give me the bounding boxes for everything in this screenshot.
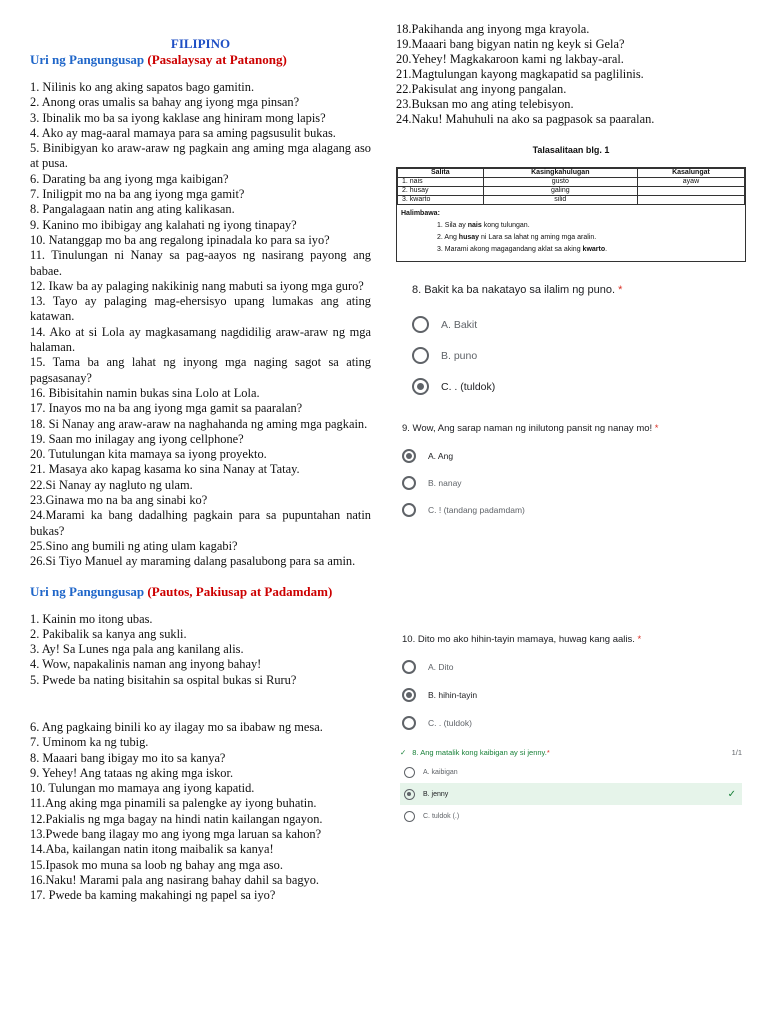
radio-button-selected[interactable] — [402, 449, 416, 463]
option-label: B. jenny — [423, 790, 449, 798]
radio-button — [404, 767, 415, 778]
radio-button-selected — [404, 789, 415, 800]
check-icon: ✓ — [400, 747, 407, 757]
example-text: 2. Ang — [437, 234, 459, 241]
question-9 — [402, 422, 746, 523]
option-c[interactable] — [412, 371, 746, 402]
option-label: C. ! (tandang padamdam) — [428, 504, 525, 515]
list-item: 13.Pwede bang ilagay mo ang iyong mga laruan sa kahon? — [30, 827, 322, 842]
vocabulary-table — [396, 167, 746, 262]
list-item: 4. Wow, napakalinis naman ang inyong bahay! — [30, 657, 262, 672]
option-b[interactable] — [402, 681, 746, 709]
option-b[interactable] — [402, 469, 746, 496]
option-b[interactable] — [412, 340, 746, 371]
example-text: . — [605, 246, 608, 253]
example-keyword: husay — [458, 234, 480, 241]
table-header: Kasalungat — [637, 169, 744, 178]
sentence-list-1 — [30, 80, 371, 570]
graded-question-header — [400, 745, 742, 759]
table-cell: galing — [483, 187, 637, 196]
list-item: 25.Sino ang bumili ng ating ulam kagabi? — [30, 538, 238, 553]
option-label: C. . (tuldok) — [428, 718, 472, 728]
example-line — [401, 220, 741, 232]
section-heading-2-main: Uri ng Pangungusap — [30, 583, 145, 599]
example-keyword: nais — [467, 222, 482, 229]
list-item: 8. Pangalagaan natin ang ating kalikasan. — [30, 202, 235, 217]
option-label: B. nanay — [428, 477, 462, 488]
sentence-list-2a — [30, 612, 371, 688]
list-item: 13. Tayo ay palaging mag-ehersisyo upang lumakas ang ating katawan. — [30, 294, 371, 324]
table-header: Kasingkahulugan — [483, 169, 637, 178]
option-c[interactable] — [402, 709, 746, 737]
list-item: 6. Ang pagkaing binili ko ay ilagay mo sa ibabaw ng mesa. — [30, 719, 323, 734]
table-row — [398, 187, 745, 196]
list-item: 15. Tama ba ang lahat ng inyong mga naging sagot sa ating pagsasanay? — [30, 355, 371, 385]
list-item: 23.Ginawa mo na ba ang sinabi ko? — [30, 493, 208, 508]
question-text — [402, 422, 746, 436]
list-item: 21. Masaya ako kapag kasama ko sina Nanay at Tatay. — [30, 462, 300, 477]
list-item: 8. Maaari bang ibigay mo ito sa kanya? — [30, 750, 226, 765]
list-item: 12. Ikaw ba ay palaging nakikinig nang mabuti sa iyong mga guro? — [30, 278, 364, 293]
list-item: 24.Naku! Mahuhuli na ako sa pagpasok sa paaralan. — [396, 112, 655, 126]
list-item: 26.Si Tiyo Manuel ay maraming dalang pasalubong para sa amin. — [30, 554, 356, 569]
list-item: 23.Buksan mo ang ating telebisyon. — [396, 97, 574, 111]
list-item: 10. Tulungan mo mamaya ang iyong kapatid. — [30, 781, 255, 796]
option-label: A. Bakit — [441, 318, 478, 331]
section-heading-1 — [30, 52, 371, 68]
list-item: 21.Magtulungan kayong magkapatid sa paglilinis. — [396, 67, 644, 81]
required-marker: * — [652, 423, 659, 434]
radio-button[interactable] — [412, 347, 429, 364]
option-label: B. hihin-tayin — [428, 690, 478, 700]
list-item: 16.Naku! Marami pala ang nasirang bahay dahil sa bagyo. — [30, 872, 320, 887]
question-label: 8. Bakit ka ba nakatayo sa ilalim ng puno. — [412, 284, 616, 296]
list-item: 18. Si Nanay ang araw-araw na naghahanda ng aming mga pagkain. — [30, 416, 368, 431]
question-text — [402, 633, 746, 647]
list-item: 22.Pakisulat ang inyong pangalan. — [396, 82, 567, 96]
option-label: B. puno — [441, 349, 478, 362]
table-cell — [637, 187, 744, 196]
option-label: A. kaibigan — [423, 768, 458, 776]
list-item: 5. Pwede ba nating bisitahin sa ospital bukas si Ruru? — [30, 672, 297, 687]
list-item: 18.Pakihanda ang inyong mga krayola. — [396, 22, 590, 36]
list-item: 17. Pwede ba kaming makahingi ng papel sa iyo? — [30, 888, 276, 903]
list-item: 1. Kainin mo itong ubas. — [30, 611, 153, 626]
list-item: 9. Yehey! Ang tataas ng aking mga iskor. — [30, 765, 234, 780]
radio-button — [404, 811, 415, 822]
examples-label: Halimbawa: — [401, 210, 440, 217]
list-item: 7. Uminom ka ng tubig. — [30, 735, 149, 750]
graded-question-text: 8. Ang matalik kong kaibigan ay si jenny. — [412, 747, 547, 757]
table-row — [398, 196, 745, 205]
list-item: 11. Tinulungan ni Nanay sa pag-aayos ng nasirang payong ang babae. — [30, 248, 371, 278]
question-label: 10. Dito mo ako hihin-tayin mamaya, huwag kang aalis. — [402, 634, 635, 645]
table-cell: 2. husay — [398, 187, 484, 196]
list-item: 20.Yehey! Magkakaroon kami ng lakbay-aral. — [396, 52, 624, 66]
list-item: 22.Si Nanay ay nagluto ng ulam. — [30, 477, 193, 492]
option-label: C. . (tuldok) — [441, 380, 496, 393]
list-item: 10. Natanggap mo ba ang regalong ipinadala ko para sa iyo? — [30, 232, 330, 247]
question-label: 9. Wow, Ang sarap naman ng inilutong pansit ng nanay mo! — [402, 423, 653, 434]
list-item: 19. Saan mo inilagay ang iyong cellphone? — [30, 431, 244, 446]
option-a[interactable] — [402, 442, 746, 469]
list-item: 24.Marami ka bang dadalhing pagkain para sa pupuntahan natin bukas? — [30, 508, 371, 538]
left-column — [30, 36, 371, 904]
list-item: 14. Ako at si Lola ay magkasamang nagdidilig araw-araw ng mga halaman. — [30, 324, 371, 355]
option-b-correct — [400, 783, 742, 805]
list-item: 16. Bibisitahin namin bukas sina Lolo at Lola. — [30, 385, 260, 400]
example-text: ni Lara sa lahat ng aming mga aralin. — [479, 234, 597, 241]
list-item: 12.Pakialis ng mga bagay na hindi natin kailangan ngayon. — [30, 811, 323, 826]
option-a[interactable] — [412, 309, 746, 340]
list-item: 15.Ipasok mo muna sa loob ng bahay ang mga aso. — [30, 857, 283, 872]
table-cell: ayaw — [637, 178, 744, 187]
list-item: 2. Anong oras umalis sa bahay ang iyong mga pinsan? — [30, 95, 300, 110]
examples-block — [397, 205, 745, 261]
list-item: 3. Ibinalik mo ba sa iyong kaklase ang hiniram mong lapis? — [30, 110, 326, 125]
sentence-list-2b — [30, 720, 371, 904]
radio-button[interactable] — [402, 476, 416, 490]
table-cell: silid — [483, 196, 637, 205]
list-item: 1. Nilinis ko ang aking sapatos bago gamitin. — [30, 80, 255, 94]
right-column — [396, 22, 746, 827]
correct-check-icon: ✓ — [727, 788, 736, 800]
radio-button[interactable] — [402, 503, 416, 517]
example-line — [401, 232, 741, 244]
question-text — [412, 283, 746, 297]
example-text: 1. Sila ay — [437, 222, 468, 229]
vocabulary-title: Talasalitaan blg. 1 — [532, 145, 610, 155]
score-badge: 1/1 — [731, 747, 742, 757]
section-heading-2-sub: (Pautos, Pakiusap at Padamdam) — [147, 583, 333, 599]
option-c — [400, 805, 742, 827]
question-10 — [402, 633, 746, 737]
question-8 — [412, 283, 746, 402]
radio-button[interactable] — [402, 716, 416, 730]
list-item: 9. Kanino mo ibibigay ang kalahati ng iyong tinapay? — [30, 217, 297, 232]
table-row — [398, 178, 745, 187]
option-c[interactable] — [402, 496, 746, 523]
list-item: 3. Ay! Sa Lunes nga pala ang kanilang alis. — [30, 642, 244, 657]
table-cell: 1. nais — [398, 178, 484, 187]
option-a[interactable] — [402, 653, 746, 681]
list-item: 4. Ako ay mag-aaral mamaya para sa aming pagsusulit bukas. — [30, 125, 336, 140]
section-heading-1-sub: (Pasalaysay at Patanong) — [147, 52, 287, 67]
list-item: 5. Binibigyan ko araw-araw ng pagkain ang aming mga alagang aso at pusa. — [30, 141, 371, 171]
list-item: 7. Iniligpit mo na ba ang iyong mga gamit? — [30, 187, 245, 202]
option-label: C. tuldok (.) — [423, 812, 460, 820]
option-label: A. Ang — [428, 450, 454, 461]
radio-button-selected[interactable] — [402, 688, 416, 702]
table-cell: 3. kwarto — [398, 196, 484, 205]
example-keyword: kwarto — [582, 246, 606, 253]
list-item: 19.Maaari bang bigyan natin ng keyk si Gela? — [396, 37, 625, 51]
sentence-list-2c — [396, 22, 746, 127]
graded-question — [400, 745, 742, 827]
list-item: 20. Tutulungan kita mamaya sa iyong proyekto. — [30, 447, 267, 462]
option-a — [400, 761, 742, 783]
required-marker: * — [615, 284, 623, 296]
section-heading-2 — [30, 584, 371, 600]
radio-button[interactable] — [402, 660, 416, 674]
option-label: A. Dito — [428, 662, 454, 672]
required-marker: * — [634, 634, 642, 645]
table-cell — [637, 196, 744, 205]
list-item: 17. Inayos mo na ba ang iyong mga gamit sa paaralan? — [30, 401, 303, 416]
list-item: 6. Darating ba ang iyong mga kaibigan? — [30, 171, 229, 186]
list-item: 11.Ang aking mga pinamili sa palengke ay iyong buhatin. — [30, 796, 317, 811]
page-title: FILIPINO — [170, 36, 231, 51]
list-item: 14.Aba, kailangan natin itong maibalik sa kanya! — [30, 842, 274, 857]
example-text: 3. Marami akong magagandang aklat sa aking — [437, 246, 583, 253]
radio-button-selected[interactable] — [412, 378, 429, 395]
list-item: 2. Pakibalik sa kanya ang sukli. — [30, 626, 187, 641]
example-line — [401, 244, 741, 256]
table-header: Salita — [398, 169, 484, 178]
radio-button[interactable] — [412, 316, 429, 333]
required-marker: * — [546, 747, 550, 757]
example-text: kong tulungan. — [481, 222, 530, 229]
section-heading-1-main: Uri ng Pangungusap — [30, 52, 145, 67]
table-cell: gusto — [483, 178, 637, 187]
